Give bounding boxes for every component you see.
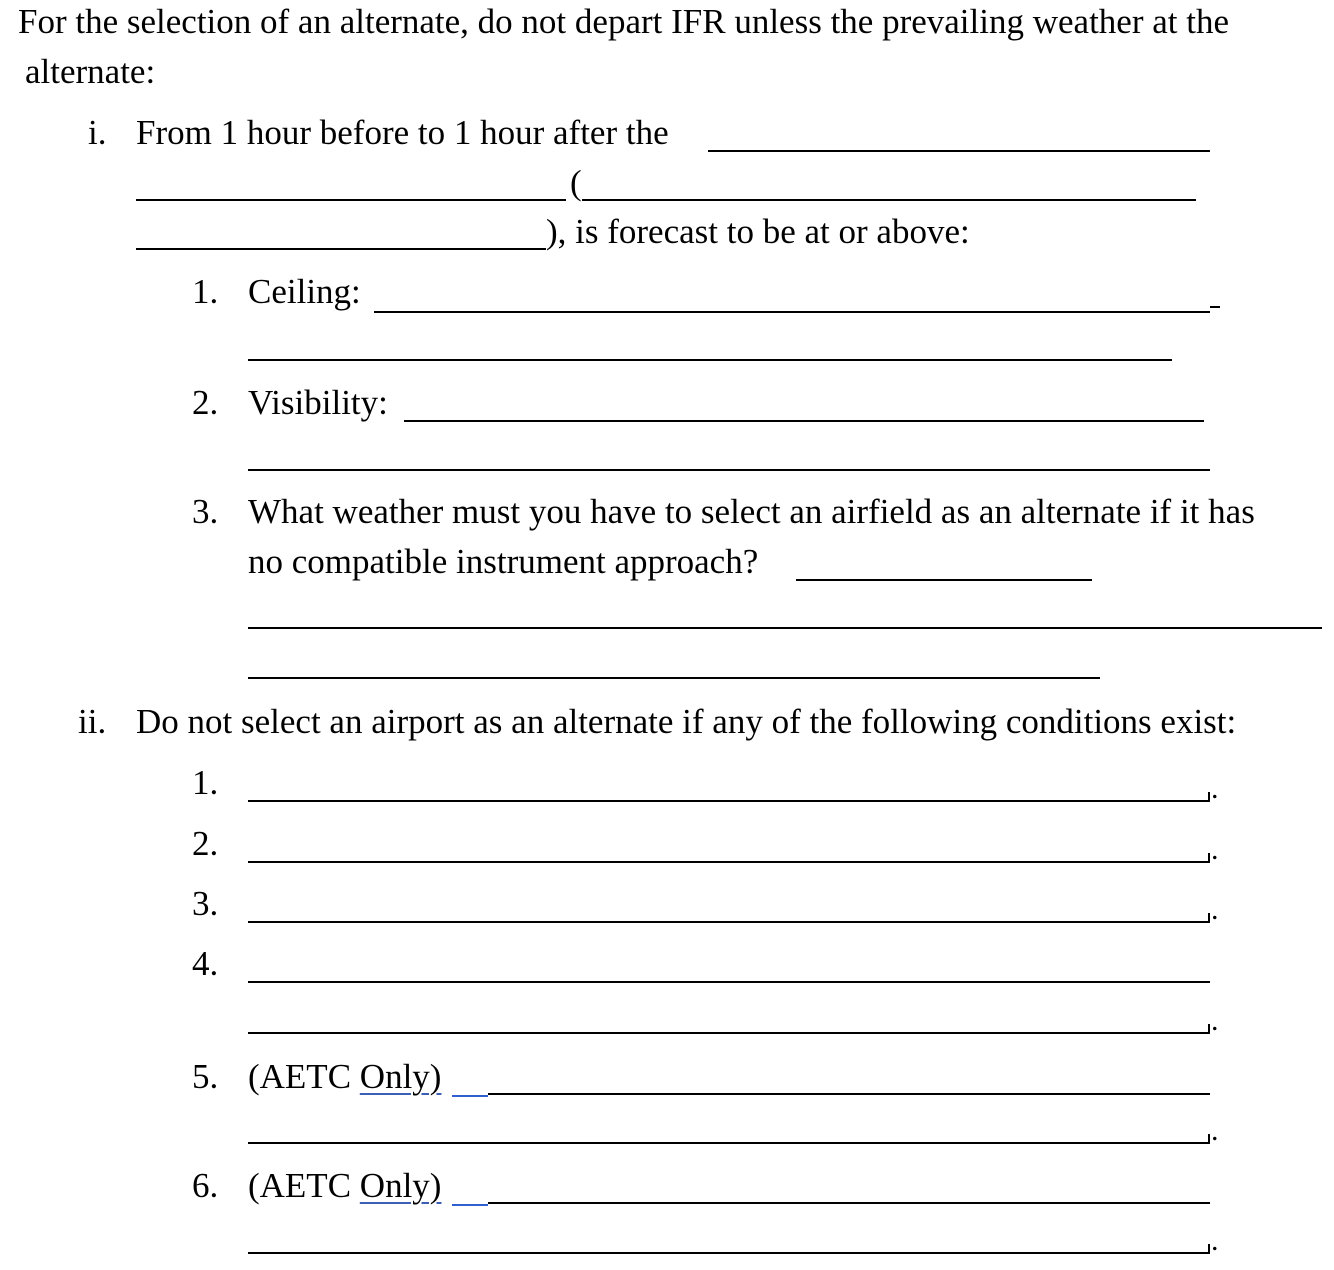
item-ii5-underlined: Only) — [359, 1057, 442, 1096]
blank-i-event[interactable] — [708, 150, 1210, 152]
ceiling-end-mark — [1210, 306, 1220, 308]
blank-question-2[interactable] — [248, 627, 1322, 629]
blank-ii5-2[interactable] — [248, 1142, 1210, 1144]
ii5-highlight-mark — [452, 1095, 488, 1097]
intro-line-1: For the selection of an alternate, do not depart IFR unless the prevailing weather at the — [18, 2, 1230, 41]
blank-ii1[interactable] — [248, 800, 1210, 802]
item-i2-label: Visibility: — [248, 383, 388, 422]
ii3-end-tick — [1208, 913, 1210, 921]
intro-line-2: alternate: — [25, 52, 156, 91]
section-i-text: From 1 hour before to 1 hour after the — [136, 113, 669, 152]
item-ii5-label — [248, 1057, 441, 1097]
ii1-end-tick — [1208, 792, 1210, 800]
blank-i-line3[interactable] — [136, 248, 546, 250]
blank-ceiling-1[interactable] — [374, 311, 1210, 313]
ii4-end-tick — [1208, 1024, 1210, 1032]
item-ii6-prefix: (AETC — [248, 1166, 360, 1205]
item-ii3-number: 3. — [192, 884, 219, 923]
item-ii2-number: 2. — [192, 824, 219, 863]
item-i1-number: 1. — [192, 272, 219, 311]
section-ii-text: Do not select an airport as an alternate if any of the following conditions exist: — [136, 702, 1237, 741]
ii5-period: . — [1211, 1114, 1219, 1147]
ii2-end-tick — [1208, 853, 1210, 861]
ii3-period: . — [1211, 893, 1219, 926]
item-ii4-number: 4. — [192, 944, 219, 983]
item-i3-line2: no compatible instrument approach? — [248, 542, 759, 581]
ii6-end-tick — [1208, 1244, 1210, 1252]
blank-ii2[interactable] — [248, 861, 1210, 863]
ii4-period: . — [1211, 1004, 1219, 1037]
item-ii6-underlined: Only) — [359, 1166, 442, 1205]
blank-ii5-1[interactable] — [488, 1093, 1210, 1095]
ii6-highlight-mark — [452, 1204, 488, 1206]
blank-question-3[interactable] — [248, 677, 1100, 679]
section-i-marker: i. — [88, 113, 107, 152]
item-i3-line1: What weather must you have to select an airfield as an alternate if it has — [248, 492, 1255, 531]
item-ii6-label — [248, 1166, 441, 1206]
blank-i-line2b[interactable] — [582, 199, 1196, 201]
blank-ii4-1[interactable] — [248, 981, 1210, 983]
item-i3-number: 3. — [192, 492, 219, 531]
blank-ceiling-2[interactable] — [248, 359, 1172, 361]
ii1-period: . — [1211, 772, 1219, 805]
item-ii5-number: 5. — [192, 1057, 219, 1096]
item-ii6-number: 6. — [192, 1166, 219, 1205]
blank-ii3[interactable] — [248, 921, 1210, 923]
blank-visibility-1[interactable] — [404, 420, 1204, 422]
blank-visibility-2[interactable] — [248, 469, 1210, 471]
blank-ii6-2[interactable] — [248, 1252, 1210, 1254]
ii6-period: . — [1211, 1224, 1219, 1257]
item-i1-label: Ceiling: — [248, 272, 361, 311]
forecast-text: ), is forecast to be at or above: — [546, 212, 970, 251]
item-ii1-number: 1. — [192, 763, 219, 802]
ii5-end-tick — [1208, 1134, 1210, 1142]
item-ii5-prefix: (AETC — [248, 1057, 360, 1096]
blank-i-line2a[interactable] — [136, 199, 566, 201]
section-ii-marker: ii. — [78, 702, 107, 741]
blank-ii6-1[interactable] — [488, 1202, 1210, 1204]
blank-question-1[interactable] — [796, 579, 1092, 581]
open-paren: ( — [570, 163, 582, 202]
blank-ii4-2[interactable] — [248, 1032, 1210, 1034]
item-i2-number: 2. — [192, 383, 219, 422]
ii2-period: . — [1211, 833, 1219, 866]
